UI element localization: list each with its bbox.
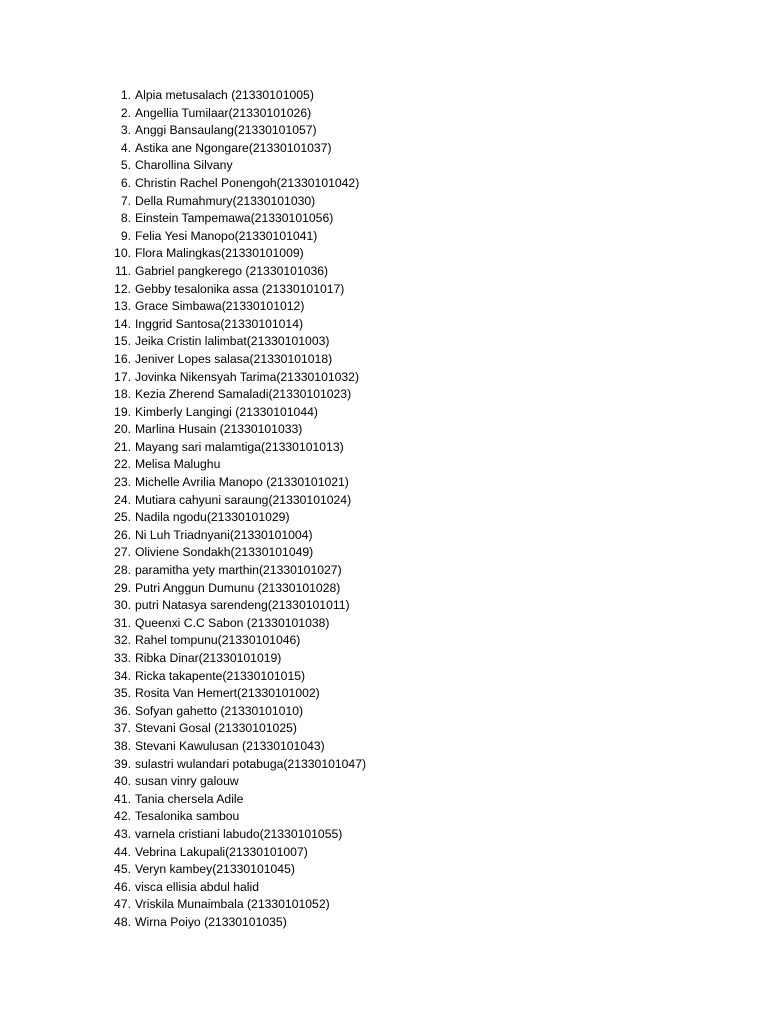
list-item bbox=[100, 756, 366, 774]
list-item-text: Marlina Husain (21330101033) bbox=[135, 422, 303, 437]
list-item-number: 43. bbox=[114, 826, 131, 841]
list-item-number: 35. bbox=[114, 686, 131, 701]
list-item bbox=[100, 879, 366, 897]
list-item-text: Astika ane Ngongare(21330101037) bbox=[135, 140, 332, 155]
list-item-number: 23. bbox=[114, 475, 131, 490]
list-item-text: Gabriel pangkerego (21330101036) bbox=[135, 263, 329, 278]
list-item-text: Felia Yesi Manopo(21330101041) bbox=[135, 228, 318, 243]
list-item bbox=[100, 175, 366, 193]
list-item bbox=[100, 456, 366, 474]
list-item-text: Oliviene Sondakh(21330101049) bbox=[135, 545, 314, 560]
list-item-text: Angellia Tumilaar(21330101026) bbox=[135, 105, 312, 120]
list-item-number: 11. bbox=[114, 263, 131, 278]
list-item-text: Jeniver Lopes salasa(21330101018) bbox=[135, 351, 333, 366]
list-item-text: Michelle Avrilia Manopo (21330101021) bbox=[135, 475, 349, 490]
list-item-text: Mutiara cahyuni saraung(21330101024) bbox=[135, 492, 352, 507]
list-item bbox=[100, 562, 366, 580]
list-item bbox=[100, 738, 366, 756]
list-item bbox=[100, 281, 366, 299]
list-item-number: 37. bbox=[114, 721, 131, 736]
list-item bbox=[100, 333, 366, 351]
list-item bbox=[100, 896, 366, 914]
list-item-text: Vebrina Lakupali(21330101007) bbox=[135, 844, 308, 859]
list-item bbox=[100, 668, 366, 686]
list-item-text: Nadila ngodu(21330101029) bbox=[135, 510, 290, 525]
list-item-text: Queenxi C.C Sabon (21330101038) bbox=[135, 615, 330, 630]
list-item-number: 12. bbox=[114, 281, 131, 296]
list-item-text: Charollina Silvany bbox=[135, 158, 233, 173]
list-item bbox=[100, 122, 366, 140]
list-item-text: Wirna Poiyo (21330101035) bbox=[135, 914, 287, 929]
list-item bbox=[100, 87, 366, 105]
list-item-text: Kezia Zherend Samaladi(21330101023) bbox=[135, 387, 352, 402]
list-item-text: Stevani Kawulusan (21330101043) bbox=[135, 738, 325, 753]
list-item bbox=[100, 703, 366, 721]
list-item-number: 8. bbox=[120, 211, 131, 226]
list-item bbox=[100, 861, 366, 879]
list-item-number: 22. bbox=[114, 457, 131, 472]
list-item-number: 5. bbox=[120, 158, 131, 173]
list-item-text: paramitha yety marthin(21330101027) bbox=[135, 563, 342, 578]
list-item-number: 34. bbox=[114, 668, 131, 683]
list-item bbox=[100, 439, 366, 457]
list-item bbox=[100, 298, 366, 316]
list-item-number: 39. bbox=[114, 756, 131, 771]
list-item-number: 31. bbox=[114, 615, 131, 630]
list-item-number: 10. bbox=[114, 246, 131, 261]
list-item-number: 42. bbox=[114, 809, 131, 824]
list-item-number: 18. bbox=[114, 387, 131, 402]
list-item-text: Vriskila Munaimbala (21330101052) bbox=[135, 897, 330, 912]
list-item-text: Ribka Dinar(21330101019) bbox=[135, 651, 282, 665]
list-item bbox=[100, 193, 366, 211]
list-item bbox=[100, 263, 366, 281]
list-item-number: 44. bbox=[114, 844, 131, 859]
list-item-number: 46. bbox=[114, 879, 131, 894]
list-item-text: Sofyan gahetto (21330101010) bbox=[135, 703, 304, 718]
list-item-number: 40. bbox=[114, 774, 131, 789]
list-item bbox=[100, 245, 366, 263]
list-item-number: 26. bbox=[114, 527, 131, 542]
list-item bbox=[100, 474, 366, 492]
list-item-number: 3. bbox=[120, 123, 131, 138]
list-item bbox=[100, 773, 366, 791]
list-item-text: Ricka takapente(21330101015) bbox=[135, 668, 306, 683]
list-item-text: susan vinry galouw bbox=[135, 774, 239, 789]
list-item-number: 17. bbox=[114, 369, 131, 384]
list-item-text: Jeika Cristin lalimbat(21330101003) bbox=[135, 334, 330, 349]
list-item bbox=[100, 140, 366, 158]
list-item bbox=[100, 386, 366, 404]
list-item-number: 13. bbox=[114, 299, 131, 314]
list-item-number: 29. bbox=[114, 580, 131, 595]
list-item bbox=[100, 492, 366, 510]
list-item bbox=[100, 316, 366, 334]
list-item-number: 19. bbox=[114, 404, 131, 419]
list-item-text: Gebby tesalonika assa (21330101017) bbox=[135, 281, 345, 296]
list-item-number: 24. bbox=[114, 492, 131, 507]
list-item-text: Rahel tompunu(21330101046) bbox=[135, 633, 301, 648]
list-item bbox=[100, 808, 366, 826]
list-item-number: 21. bbox=[114, 439, 131, 454]
list-item bbox=[100, 791, 366, 809]
list-item-text: Christin Rachel Ponengoh(21330101042) bbox=[135, 175, 360, 190]
list-item-text: Inggrid Santosa(21330101014) bbox=[135, 316, 304, 331]
list-item-text: Tesalonika sambou bbox=[135, 809, 240, 824]
list-item-text: Ni Luh Triadnyani(21330101004) bbox=[135, 527, 313, 542]
list-item bbox=[100, 632, 366, 650]
list-item-text: varnela cristiani labudo(21330101055) bbox=[135, 826, 343, 841]
list-item-text: visca ellisia abdul halid bbox=[135, 879, 259, 894]
list-item-number: 7. bbox=[120, 193, 131, 208]
list-item-number: 32. bbox=[114, 633, 131, 648]
list-item bbox=[100, 210, 366, 228]
list-item bbox=[100, 580, 366, 598]
list-item bbox=[100, 509, 366, 527]
list-item bbox=[100, 844, 366, 862]
list-item-number: 14. bbox=[114, 316, 131, 331]
list-item-number: 2. bbox=[120, 105, 131, 120]
list-item-number: 15. bbox=[114, 334, 131, 349]
list-item-number: 47. bbox=[114, 897, 131, 912]
list-item-number: 16. bbox=[114, 351, 131, 366]
list-item-number: 38. bbox=[114, 738, 131, 753]
list-item bbox=[100, 650, 366, 668]
list-item-text: Grace Simbawa(21330101012) bbox=[135, 299, 305, 314]
list-item bbox=[100, 597, 366, 615]
list-item bbox=[100, 685, 366, 703]
list-item bbox=[100, 527, 366, 545]
list-item-number: 41. bbox=[114, 791, 131, 806]
list-item-number: 25. bbox=[114, 510, 131, 525]
list-item-text: Kimberly Langingi (21330101044) bbox=[135, 404, 318, 419]
list-item-number: 30. bbox=[114, 598, 131, 613]
list-item-number: 1. bbox=[120, 88, 131, 102]
list-item bbox=[100, 404, 366, 422]
list-item bbox=[100, 914, 366, 932]
list-item bbox=[100, 351, 366, 369]
list-item-text: Veryn kambey(21330101045) bbox=[135, 862, 295, 877]
list-item-text: Putri Anggun Dumunu (21330101028) bbox=[135, 580, 341, 595]
list-item-text: Jovinka Nikensyah Tarima(21330101032) bbox=[135, 369, 360, 384]
list-item-text: Della Rumahmury(21330101030) bbox=[135, 193, 316, 208]
list-item-number: 36. bbox=[114, 703, 131, 718]
list-item bbox=[100, 826, 366, 844]
list-item bbox=[100, 369, 366, 387]
list-item-number: 45. bbox=[114, 862, 131, 877]
list-item-number: 33. bbox=[114, 651, 131, 665]
list-item-text: Einstein Tampemawa(21330101056) bbox=[135, 211, 334, 226]
list-item-number: 6. bbox=[120, 175, 131, 190]
list-item bbox=[100, 544, 366, 562]
list-item-text: Rosita Van Hemert(21330101002) bbox=[135, 686, 320, 701]
list-item bbox=[100, 157, 366, 175]
list-item-number: 48. bbox=[114, 914, 131, 929]
list-item-text: putri Natasya sarendeng(21330101011) bbox=[135, 598, 350, 613]
list-item-text: Anggi Bansaulang(21330101057) bbox=[135, 123, 317, 138]
list-item bbox=[100, 720, 366, 738]
list-item bbox=[100, 421, 366, 439]
list-item-text: sulastri wulandari potabuga(21330101047) bbox=[135, 756, 367, 771]
list-item-text: Flora Malingkas(21330101009) bbox=[135, 246, 304, 261]
list-item-number: 20. bbox=[114, 422, 131, 437]
list-item-text: Tania chersela Adile bbox=[135, 791, 244, 806]
list-item bbox=[100, 105, 366, 123]
list-item-number: 28. bbox=[114, 563, 131, 578]
list-item-number: 27. bbox=[114, 545, 131, 560]
list-item-number: 9. bbox=[120, 228, 131, 243]
list-item bbox=[100, 228, 366, 246]
list-item-text: Alpia metusalach (21330101005) bbox=[135, 88, 314, 102]
list-item-text: Stevani Gosal (21330101025) bbox=[135, 721, 297, 736]
list-item-text: Melisa Malughu bbox=[135, 457, 221, 472]
list-item-number: 4. bbox=[120, 140, 131, 155]
list-item-text: Mayang sari malamtiga(21330101013) bbox=[135, 439, 344, 454]
name-list bbox=[100, 87, 366, 932]
list-item bbox=[100, 615, 366, 633]
